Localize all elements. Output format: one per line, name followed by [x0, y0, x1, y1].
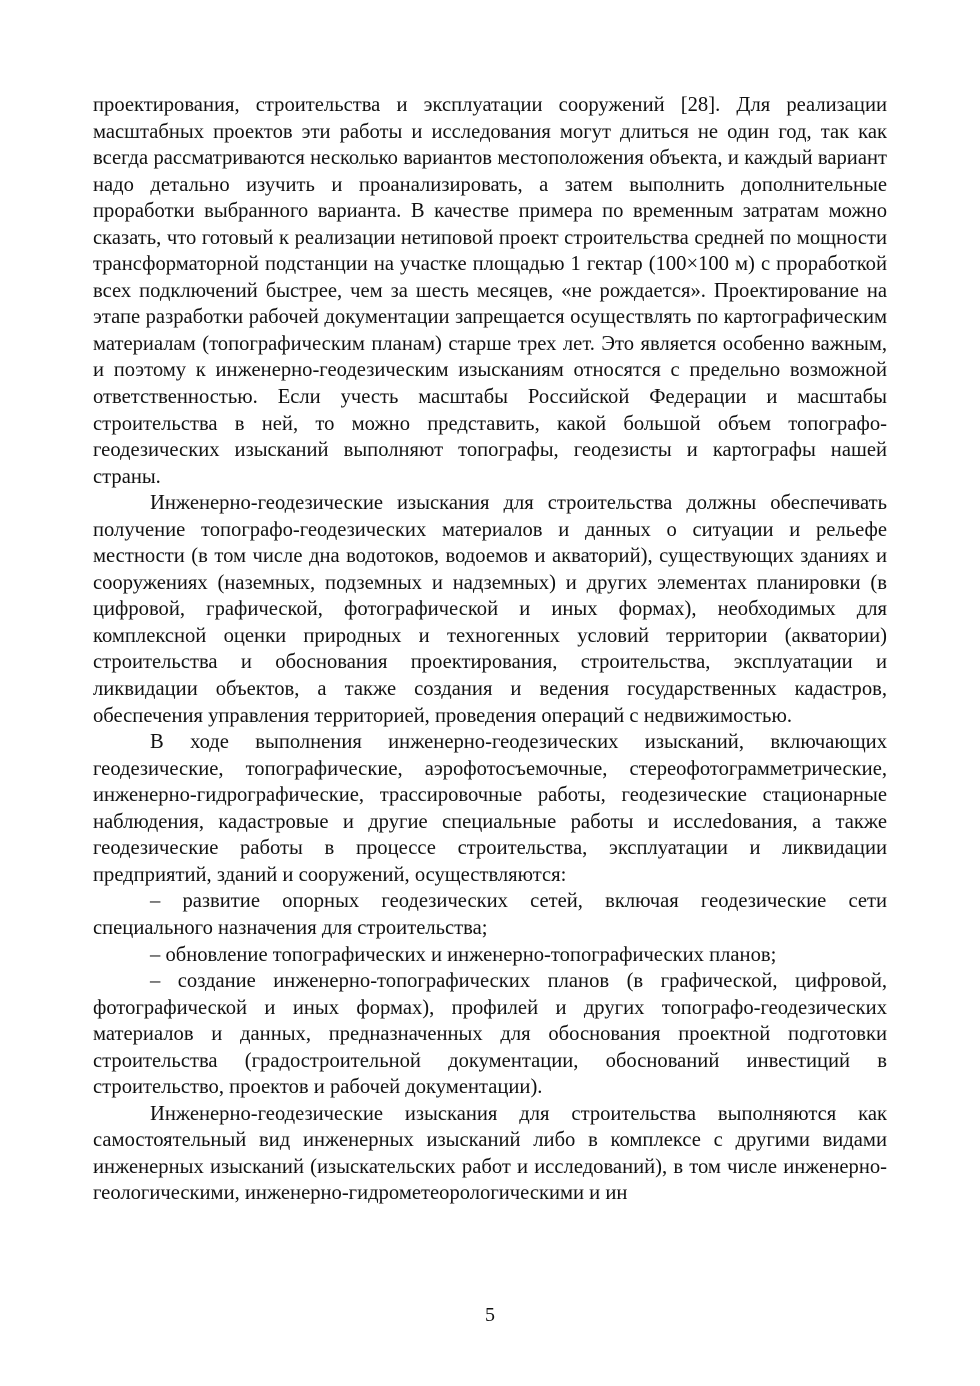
paragraph-survey-execution: Инженерно-геодезические изыскания для строительства выполняются как самостоятельный вид инженерных изысканий либо в комплексе с другими видами инженерных изысканий (изыскательских работ и исследований), в том числе инженерно-геологическими, инженерно-гидрометеорологическими и ин: [93, 1102, 887, 1205]
body-text: [93, 92, 887, 1207]
paragraph-survey-works: В ходе выполнения инженерно-геодезических изысканий, включающих геодезические, топографические, аэрофотосъемочные, стереофотограмметрические, инженерно-гидрографические, трассировочные работы, геодезические стационарные наблюдения, кадастровые и другие специальные работы и исслеdования, а также геодезические работы в процессе строительства, эксплуатации и ликвидации предприятий, зданий и сооружений, осуществляются:: [93, 731, 887, 886]
list-item-plan-creation: – создание инженерно-топографических планов (в графической, цифровой, фотографической и иных формах), профилей и других топографо-геодезических материалов и данных, предназначенных для обоснования проектной подготовки строительства (градостроительной документации, обоснований инвестиций в строительство, проектов и рабочей документации).: [93, 970, 887, 1099]
list-item-geodetic-networks: – развитие опорных геодезических сетей, включая геодезические сети специального назначения для строительства;: [93, 890, 887, 939]
list-item-plan-update: – обновление топографических и инженерно-топографических планов;: [150, 943, 777, 966]
paragraph-continuation: проектирования, строительства и эксплуатации сооружений [28]. Для реализации масштабных проектов эти работы и исследования могут длиться не один год, так как всегда рассматриваются несколько вариантов местоположения объекта, и каждый вариант надо детально изучить и проанализировать, а затем выполнить дополнительные проработки выбранного варианта. В качестве примера по временным затратам можно сказать, что готовый к реализации нетиповой проект строительства средней по мощности трансформаторной подстанции на участке площадью 1 гектар (100×100 м) с проработкой всех подключений быстрее, чем за шесть месяцев, «не рождается». Проектирование на этапе разработки рабочей документации запрещается осуществлять по картографическим материалам (топографическим планам) старше трех лет. Это является особенно важным, и поэтому к инженерно-геодезическим изысканиям относятся с предельно возможной ответственностью. Если учесть масштабы Российской Федерации и масштабы строительства в ней, то можно представить, какой большой объем топографо-геодезических изысканий выполняют топографы, геодезисты и картографы нашей страны.: [93, 94, 887, 488]
page-number: 5: [485, 1304, 495, 1326]
paragraph-survey-requirements: Инженерно-геодезические изыскания для строительства должны обеспечивать получение топографо-геодезических материалов и данных о ситуации и рельефе местности (в том числе дна водотоков, водоемов и акваторий), существующих зданиях и сооружениях (наземных, подземных и надземных) и других элементах планировки (в цифровой, графической, фотографической и иных формах), необходимых для комплексной оценки природных и техногенных условий территории (акватории) строительства и обоснования проектирования, строительства, эксплуатации и ликвидации объектов, а также создания и ведения государственных кадастров, обеспечения управления территорией, проведения операций с недвижимостью.: [93, 492, 887, 727]
